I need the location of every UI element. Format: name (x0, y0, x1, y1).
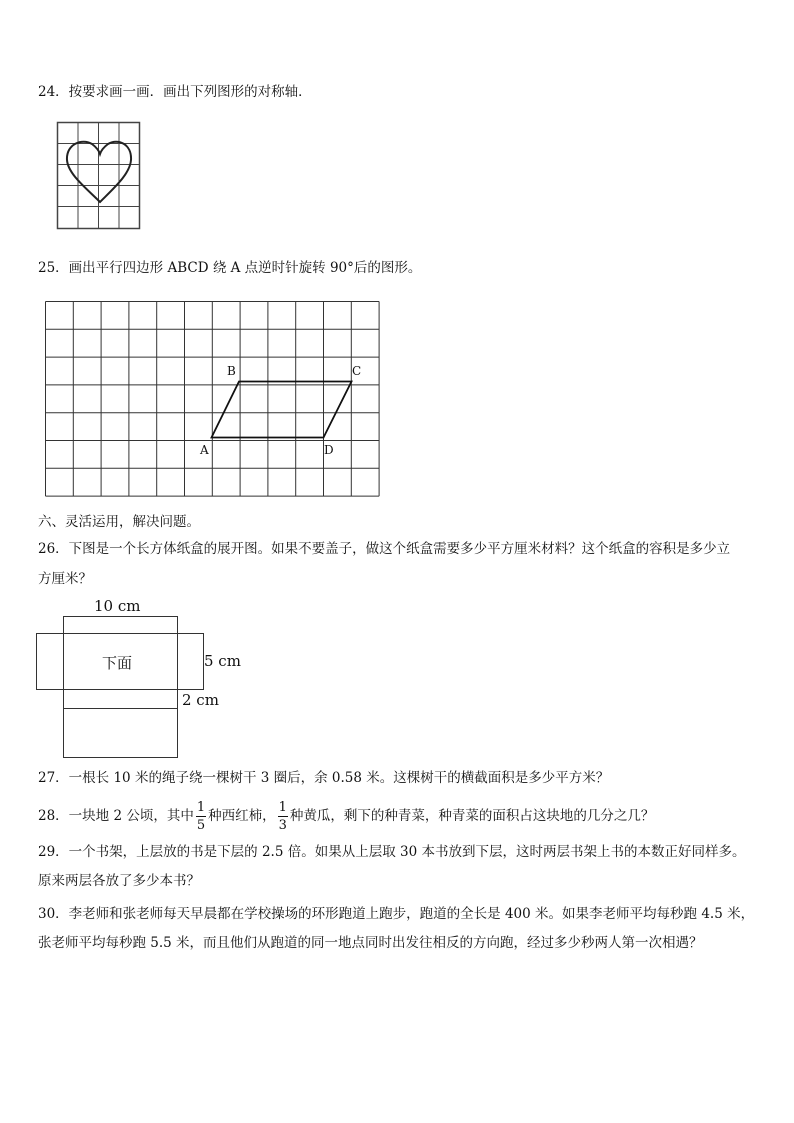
q28-line (38, 797, 654, 835)
q28-part3: 种黄瓜，剩下的种青菜，种青菜的面积占这块地的几分之几？ (289, 808, 655, 824)
q29-line2: 原来两层各放了多少本书？ (38, 873, 200, 889)
frac1-numerator: 1 (196, 800, 206, 815)
label-C: C (352, 364, 362, 378)
label-D: D (324, 443, 334, 457)
q28-part2: 种西红柿， (208, 808, 276, 824)
q26-line2: 方厘米？ (38, 571, 92, 587)
parallelogram-grid-figure (44, 300, 384, 495)
q24-text: 24．按要求画一画．画出下列图形的对称轴． (38, 84, 312, 100)
frac2-denominator: 3 (278, 818, 287, 833)
fraction-one-third (278, 801, 288, 832)
heart-shape (67, 142, 131, 202)
heart-grid-figure (56, 120, 146, 232)
q28-part1: 28．一块地 2 公顷，其中 (38, 808, 194, 824)
height-label: 2 cm (182, 691, 219, 709)
q26-line1: 26．下图是一个长方体纸盒的展开图。如果不要盖子，做这个纸盒需要多少平方厘米材料？这个纸盒的容积是多少立 (38, 541, 731, 557)
section6-title: 六、灵活运用，解决问题。 (38, 514, 200, 530)
q29-line1: 29．一个书架，上层放的书是下层的 2.5 倍。如果从上层取 30 本书放到下层，这时两层书架上书的本数正好同样多。 (38, 844, 746, 860)
label-B: B (227, 364, 236, 378)
width-label: 5 cm (204, 652, 241, 670)
fraction-one-fifth (196, 801, 206, 832)
frac2-numerator: 1 (278, 800, 287, 815)
box-net-figure (36, 594, 266, 764)
parallelogram-ABCD (212, 382, 352, 438)
length-label: 10 cm (94, 597, 141, 615)
bottom-face-label: 下面 (102, 654, 133, 672)
q30-line1: 30．李老师和张老师每天早晨都在学校操场的环形跑道上跑步，跑道的全长是 400 米。如果李老师平均每秒跑 4.5 米， (38, 906, 755, 922)
label-A: A (200, 443, 209, 457)
q30-line2: 张老师平均每秒跑 5.5 米，而且他们从跑道的同一地点同时出发往相反的方向跑，经过多少秒两人第一次相遇？ (38, 935, 703, 951)
q27-text: 27．一根长 10 米的绳子绕一棵树干 3 圈后，余 0.58 米。这棵树干的横截面积是多少平方米？ (38, 770, 610, 786)
q25-text: 25．画出平行四边形 ABCD 绕 A 点逆时针旋转 90°后的图形。 (38, 260, 422, 276)
frac1-denominator: 5 (196, 818, 206, 833)
